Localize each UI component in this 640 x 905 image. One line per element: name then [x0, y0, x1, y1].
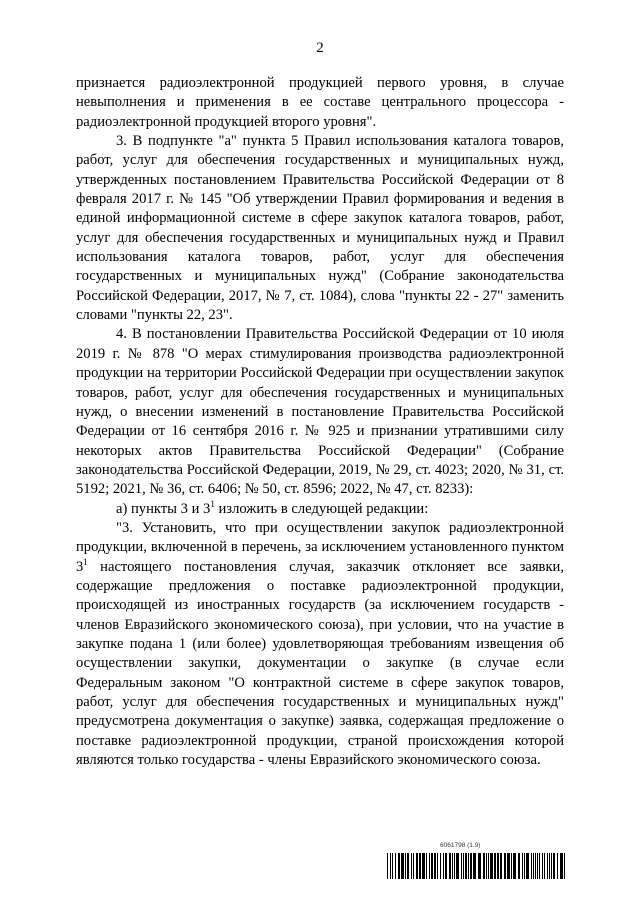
paragraph-continuation: признается радиоэлектронной продукцией первого уровня, в случае невыполнения и применения в ее составе центрального процессора - радиоэлектронной продукцией второго уровня".: [76, 75, 564, 130]
barcode-caption: 6061798 (1.9): [440, 842, 481, 849]
barcode-image: [387, 853, 567, 879]
subitem-a: [76, 500, 564, 519]
quoted-paragraph: [76, 519, 564, 770]
page-number: 2: [316, 40, 324, 56]
paragraph-item-3: 3. В подпункте "а" пункта 5 Правил использования каталога товаров, работ, услуг для обеспечения государственных и муниципальных нужд, утвержденных постановлением Правительства Российской Федерации от 8 февраля 2017 г. № 145 "Об утверждении Правил формирования и ведения в единой информационной системе в сфере закупок каталога товаров, работ, услуг для обеспечения государственных и муниципальных нужд и Правил использования каталога товаров, работ, услуг для обеспечения государственных и муниципальных нужд" (Собрание законодательства Российской Федерации, 2017, № 7, ст. 1084), слова "пункты 22 - 27" заменить словами "пункты 22, 23".: [76, 133, 564, 324]
superscript: 1: [210, 498, 215, 509]
document-body: [76, 74, 564, 770]
quoted-text-end: настоящего постановления случая, заказчик отклоняет все заявки, содержащие предложения о поставке радиоэлектронной продукции, происходящей из иностранных государств (за исключением государств - членов Евразийского экономического союза), при условии, что на участие в закупке подана 1 (или более) удовлетворяющая требованиям извещения об осуществлении закупки, документации о закупке (в случае если Федеральным законом "О контрактной системе в сфере закупок товаров, работ, услуг для обеспечения государственных и муниципальных нужд" предусмотрена документация о закупке) заявка, содержащая предложение о поставке радиоэлектронной продукции, страной происхождения которой являются только государства - члены Евразийского экономического союза.: [76, 558, 564, 769]
paragraph-item-4: 4. В постановлении Правительства Российской Федерации от 10 июля 2019 г. № 878 "О мерах стимулирования производства радиоэлектронной продукции на территории Российской Федерации при осуществлении закупок товаров, работ, услуг для обеспечения государственных и муниципальных нужд, о внесении изменений в постановление Правительства Российской Федерации от 16 сентября 2016 г. № 925 и признании утратившими силу некоторых актов Правительства Российской Федерации" (Собрание законодательства Российской Федерации, 2019, № 29, ст. 4023; 2020, № 31, ст. 5192; 2021, № 36, ст. 6406; № 50, ст. 8596; 2022, № 47, ст. 8233):: [76, 326, 564, 498]
superscript: 1: [83, 556, 88, 567]
subitem-a-text-end: изложить в следующей редакции:: [214, 500, 429, 517]
quoted-text-start: "3. Установить, что при осуществлении закупок радиоэлектронной продукции, включенной в перечень, за исключением установленного пунктом 3: [76, 519, 564, 575]
subitem-a-text: а) пункты 3 и 3: [116, 500, 211, 517]
